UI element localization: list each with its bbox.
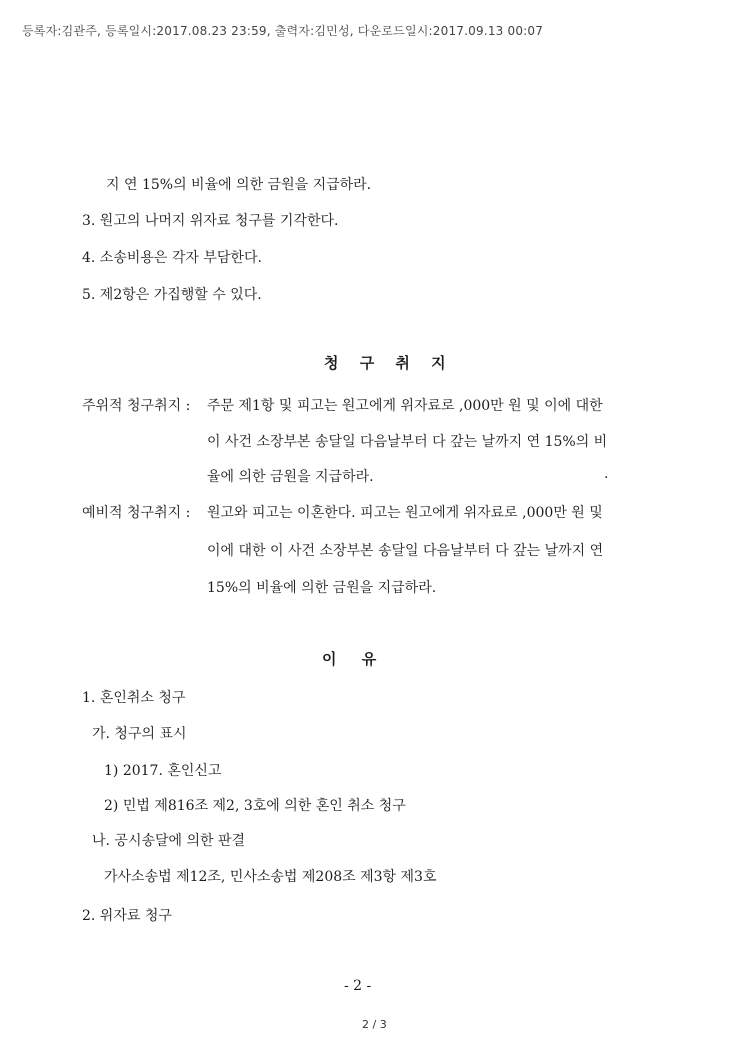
primary-claim-label: 주위적 청구취지 : bbox=[82, 398, 191, 414]
order-item-4: 4. 소송비용은 각자 부담한다. bbox=[82, 250, 262, 266]
reason-subsection-a: 가. 청구의 표시 bbox=[92, 726, 187, 742]
primary-claim-line: 율에 의한 금원을 지급하라. bbox=[207, 469, 374, 485]
secondary-claim-line: 원고와 피고는 이혼한다. 피고는 원고에게 위자료로 ,000만 원 및 bbox=[207, 505, 603, 521]
reason-title: 이 유 bbox=[322, 650, 387, 668]
order-item-5: 5. 제2항은 가집행할 수 있다. bbox=[82, 287, 262, 303]
reason-item-1: 1) 2017. 혼인신고 bbox=[104, 763, 222, 779]
secondary-claim-label: 예비적 청구취지 : bbox=[82, 505, 191, 521]
reason-section-1: 1. 혼인취소 청구 bbox=[82, 690, 186, 706]
page-count: 2 / 3 bbox=[362, 1018, 387, 1031]
claim-title: 청 구 취 지 bbox=[324, 354, 454, 372]
order-continuation: 지 연 15%의 비율에 의한 금원을 지급하라. bbox=[106, 177, 372, 193]
page-number: - 2 - bbox=[344, 978, 372, 994]
primary-claim-line: 주문 제1항 및 피고는 원고에게 위자료로 ,000만 원 및 이에 대한 bbox=[207, 398, 603, 414]
reason-subsection-b: 나. 공시송달에 의한 판결 bbox=[92, 833, 246, 849]
order-item-3: 3. 원고의 나머지 위자료 청구를 기각한다. bbox=[82, 213, 339, 229]
secondary-claim-line: 15%의 비율에 의한 금원을 지급하라. bbox=[207, 580, 437, 596]
stray-mark: . bbox=[604, 466, 609, 482]
secondary-claim-line: 이에 대한 이 사건 소장부본 송달일 다음날부터 다 갚는 날까지 연 bbox=[207, 543, 604, 559]
primary-claim-line: 이 사건 소장부본 송달일 다음날부터 다 갚는 날까지 연 15%의 비 bbox=[207, 434, 608, 450]
reason-section-2: 2. 위자료 청구 bbox=[82, 908, 172, 924]
reason-item-2: 2) 민법 제816조 제2, 3호에 의한 혼인 취소 청구 bbox=[104, 798, 406, 814]
print-header: 등록자:김관주, 등록일시:2017.08.23 23:59, 출력자:김민성, 다운로드일시:2017.09.13 00:07 bbox=[22, 24, 544, 38]
reason-subsection-b-text: 가사소송법 제12조, 민사소송법 제208조 제3항 제3호 bbox=[104, 869, 437, 885]
